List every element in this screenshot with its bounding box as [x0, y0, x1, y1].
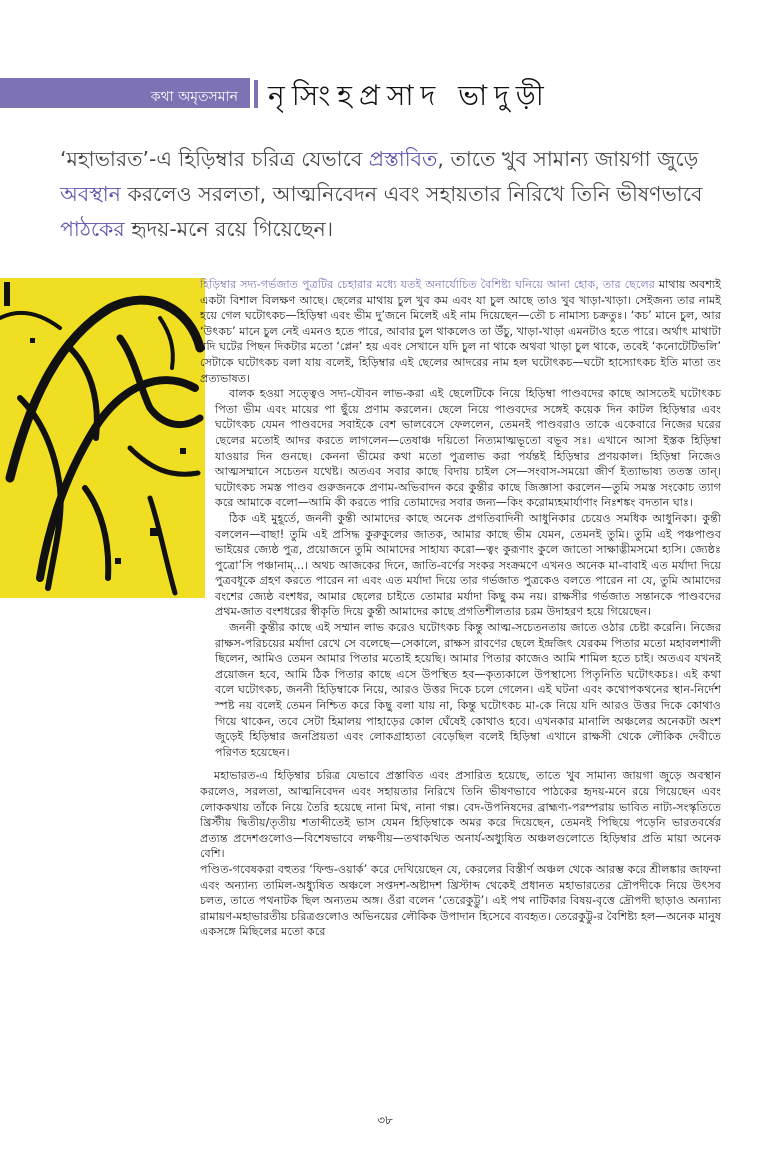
intro-text-4: হৃদয়-মনে রয়ে গিয়েছেন।	[124, 217, 334, 241]
header-divider	[254, 80, 258, 108]
paragraph: জননী কুন্তীর কাছে এই সম্মান লাভ করেও ঘটোৎকচ কিন্তু আত্ম-সচেতনতায় জাতে ওঠার চেষ্টা করেনি। নিজের রাক্ষস-পরিচয়ের মর্যাদা রেখে সে বলেছে—সেকালে, রাক্ষস রাবণের ছেলে ইন্দ্রজিৎ যেরকম পিতার মতো মহাবলশালী ছিলেন, আমিও তেমন আমার পিতার মতোই হয়েছি। আমার পিতার কাজেও আমি শামিল হতে চাই। অতএব যখনই প্রয়োজন হবে, আমি ঠিক পিতার কাছে এসে উপস্থিত হব—কৃত্যকালে উপস্থাস্যে পিতৄনিতি ঘটোৎকচঃ। এই কথা বলে ঘটোৎকচ, জননী হিড়িম্বাকে নিয়ে, আরও উত্তর দিকে চলে গেলেন। এই ঘটনা এবং কথোপকথনের স্থান-নির্দেশ স্পষ্ট নয় বলেই তেমন নিশ্চিত করে কিছু বলা যায় না, কিন্তু ঘটোৎকচ মা-কে নিয়ে যদি আরও উত্তর দিকে কোথাও গিয়ে থাকেন, তবে সেটা হিমালয় পাহাড়ের কোল ঘেঁষেই কোথাও হবে। এখনকার মানালি অঞ্চলের অনেকটা অংশ জুড়েই হিড়িম্বার জনপ্রিয়তা এবং লোকগ্রাহ্যতা বেড়েছিল বলেই হিড়িম্বা এখানে রাক্ষসী থেকে লৌকিক দেবীতে পরিণত হয়েছেন।	[215, 621, 721, 759]
intro-text-3: করলেও সরলতা, আত্মনিবেদন এবং সহায়তার নিরিখে তিনি ভীষণভাবে	[120, 182, 703, 206]
intro-highlight-2: অবস্থান	[60, 182, 121, 206]
series-label: কথা অমৃতসমান	[150, 89, 238, 105]
paragraph: পণ্ডিত-গবেষকরা বহুতর ‘ফিল্ড-ওয়ার্ক’ করে দেখিয়েছেন যে, কেরলের বিস্তীর্ণ অঞ্চল থেকে আরম্ভ করে শ্রীলঙ্কার জাফনা এবং অন্যান্য তামিল-অধ্যুষিত অঞ্চলে সপ্তদশ-অষ্টাদশ খ্রিস্টাব্দ থেকেই প্রধানত মহাভারতের দ্রৌপদীকে নিয়ে উৎসব চলত, তাতে পথনাটক ছিল অন্যতম অঙ্গ। ওঁরা বলেন ‘তেরেকুট্টু’। এই পথ নাটিকার বিষয়-বৃত্তে দ্রৌপদী ছাড়াও অন্যান্য রামায়ণ-মহাভারতীয় চরিত্রগুলোও অভিনয়ের লৌকিক উপাদান হিসেবে ব্যবহৃত। তেরেকুট্টু-র বৈশিষ্ট্য হল—অনেক মানুষ একসঙ্গে মিছিলের মতো করে	[200, 862, 721, 939]
woman-figure-illustration	[0, 278, 205, 598]
paragraph: বালক হওয়া সত্ত্বেও সদ্য-যৌবন লাভ-করা এই ছেলেটিকে নিয়ে হিড়িম্বা পাণ্ডবদের কাছে আসতেই ঘটোৎকচ পিতা ভীম এবং মায়ের পা ছুঁয়ে প্রণাম করলেন। ছেলে নিয়ে পাণ্ডবদের সঙ্গেই কয়েক দিন কাটল হিড়িম্বার এবং ঘটোৎকচ যেমন পাণ্ডবদের সবাইকে বেশ ভালবেসে ফেললেন, তেমনই পাণ্ডবরাও তাকে একেবারে নিজের ঘরের ছেলের মতোই আদর করতে লাগলেন—তেষাঞ্চ দয়িতো নিত্যমাত্মভূতো বভূব সঃ। এখানে আসা ইস্তক হিড়িম্বা যাওয়ার দিন গুনছে। কেননা ভীমের কথা মতো পুত্রলাভ করা পর্যন্তই হিড়িম্বার প্রণয়কাল। হিড়িম্বা নিজেও আত্মসম্মানে সচেতন যথেষ্ট। অতএব সবার কাছে বিদায় চাইল সে—সংবাস-সময়ো জীর্ণ ইত্যাভাষ্য ততস্ত তান্। ঘটোৎকচ সমস্ত পাণ্ডব গুরুজনকে প্রণাম-অভিবাদন করে কুন্তীর কাছে জিজ্ঞাসা করলেন—তুমি সমস্ত সংকোচ ত্যাগ করে আমাকে বলো—আমি কী করতে পারি তোমাদের সবার জন্য—কিং করোম্যহমার্যাণাং নিঃশঙ্কং বদতান ঘাঃ।	[215, 387, 721, 510]
article-body	[200, 277, 721, 940]
intro-highlight-1: প্রস্তাবিত	[368, 147, 438, 171]
series-band	[0, 78, 250, 108]
intro-pull-quote	[60, 142, 740, 247]
intro-text-2: , তাতে খুব সামান্য জায়গা জুড়ে	[437, 147, 699, 171]
paragraph-text: মাথায় অবশ্যই একটা বিশাল বিলক্ষণ আছে। ছেলের মাথায় চুল খুব কম এবং যা চুল আছে তাও খুব খাড়া-খাড়া। সেইজন্য তার নামই হয়ে গেল ঘটোৎকচ—হিড়িম্বা এবং ভীম দু’জনে মিলেই এই নাম দিয়েছেন—তৌ চ নামাস্য চক্রতুঃ। ‘কচ’ মানে চুল, আর ‘উৎকচ’ মানে চুল নেই এমনও হতে পারে, আবার চুল থাকলেও তা উঁচু, খাড়া-খাড়া এমনটাও হতে পারে। অর্থাৎ মাথাটা যদি ঘটের পিছন দিকটার মতো ‘প্লেন’ হয় এবং সেখানে যদি চুল না থাকে অথবা খাড়া চুল থাকে, তবেই ‘কনোটেটিভলি’ সেটাকে ঘটোৎকচ বলা যায় বলেই, হিড়িম্বার এই ছেলের আদরের নাম হল ঘটোৎকচ—ঘটো হাস্যোৎকচ ইতি মাতা তং প্রত্যভাষত।	[200, 278, 721, 385]
author-name: নৃসিংহপ্রসাদ ভাদুড়ী	[268, 79, 551, 112]
intro-text-1: ‘মহাভারত’-এ হিড়িম্বার চরিত্র যেভাবে	[60, 147, 369, 171]
lead-in-text: হিড়িম্বার সদ্য-গর্ভজাত পুত্রটির চেহারার মধ্যে যতই অনার্যোচিত বৈশিষ্ট্য ঘনিয়ে আনা হোক, তার ছেলের	[200, 278, 655, 291]
page-number: ৩৮	[377, 1113, 393, 1127]
illustration-svg	[0, 278, 205, 598]
paragraph: ঠিক এই মুহূর্তে, জননী কুন্তী আমাদের কাছে অনেক প্রগতিবাদিনী আধুনিকার চেয়েও সমধিক আধুনিকা। কুন্তী বললেন—বাছা! তুমি এই প্রসিদ্ধ কুরুকুলের জাতক, আমার কাছে ভীম যেমন, তেমনই তুমি। তুমি এই পঞ্চপাণ্ডব ভাইয়ের জ্যেষ্ঠ পুত্র, প্রয়োজনে তুমি আমাদের সাহায্য করো—ত্বং কুরূণাং কুলে জাতো সাক্ষাদ্ভীমসমো হ্যসি। জ্যেষ্ঠঃ পুত্রো’সি পঞ্চানাম্...। অথচ আজকের দিনে, জাতি-বর্ণের সংকর সংক্রমণে এখনও অনেক মা-বাবাই এত মর্যাদা দিয়ে পুত্রবধূকে গ্রহণ করতে পারেন না এবং এত মর্যাদা দিয়ে তার গর্ভজাত পুত্রকেও বলতে পারেন না যে, তুমি আমাদের বংশের জ্যেষ্ঠ বংশধর, আমার ছেলের চাইতে তোমার মর্যাদা কিছু কম নয়। রাক্ষসীর গর্ভজাত সন্তানকে পাণ্ডবদের প্রথম-জাত বংশধরের স্বীকৃতি দিয়ে কুন্তী আমাদের কাছে প্রগতিশীলতার চরম উদাহরণ হয়ে গিয়েছেন।	[215, 511, 721, 619]
intro-highlight-3: পাঠকের	[60, 217, 125, 241]
paragraph: মহাভারত-এ হিড়িম্বার চরিত্র যেভাবে প্রস্তাবিত এবং প্রসারিত হয়েছে, তাতে খুব সামান্য জায়গা জুড়ে অবস্থান করলেও, সরলতা, আত্মনিবেদন এবং সহায়তার নিরিখে তিনি ভীষণভাবে পাঠকের হৃদয়-মনে রয়ে গিয়েছেন এবং লোককথায় তাঁকে নিয়ে তৈরি হয়েছে নানা মিথ, নানা গল্প। বেদ-উপনিষদের ব্রাহ্মণ্য-পরম্পরায় ভাবিত নাট্য-সংস্কৃতিতে খ্রিস্টীয় দ্বিতীয়/তৃতীয় শতাব্দীতেই ভাস যেমন হিড়িম্বাকে অমর করে দিয়েছেন, তেমনই পিছিয়ে পড়েনি ভারতবর্ষের প্রত্যন্ত প্রদেশগুলোও—বিশেষভাবে লক্ষণীয়—তথাকথিত অনার্য-অধ্যুষিত অঞ্চলগুলোতে হিড়িম্বার প্রতি মায়া অনেক বেশি।	[200, 769, 721, 861]
paragraph	[200, 277, 721, 386]
